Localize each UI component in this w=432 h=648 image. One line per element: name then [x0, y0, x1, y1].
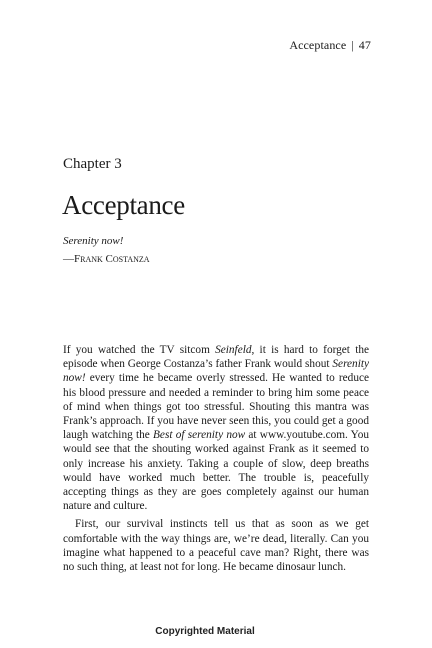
chapter-number: Chapter 3	[63, 156, 122, 172]
running-head-title: Acceptance	[289, 38, 347, 52]
running-head-separator: |	[351, 38, 354, 52]
italic-text: Seinfeld	[215, 344, 252, 356]
body-text	[63, 343, 369, 574]
epigraph-dash: —	[63, 253, 74, 265]
paragraph-text: at www.youtube.com. You would see that the shouting worked against Frank as it seemed to only increase his anxiety. Taking a couple of slow, deep breaths would have worked much better. The trouble is, peacefully accepting things as they are goes completely against our human nature and culture.	[63, 429, 370, 513]
running-head	[289, 38, 371, 53]
paragraph-text: First, our survival instincts tell us that as soon as we get comfortable with the way things are, we’re dead, literally. Can you imagine what happened to a peaceful cave man? Right, there was no such thing, at least not for long. He became dinosaur lunch.	[63, 518, 369, 574]
paragraph-text: every time he became overly stressed. He wanted to reduce his blood pressure and needed a reminder to bring him some peace of mind when things got too stressful. Shouting this mantra was Frank’s approach. If you have never seen this, you could get a good laugh watching the	[63, 372, 369, 442]
paragraph-text: , it is hard to forget the episode when George Costanza’s father Frank would shout	[63, 344, 369, 371]
epigraph-author: Frank Costanza	[74, 253, 150, 265]
page-number: 47	[358, 38, 371, 52]
italic-text: Serenity now!	[63, 358, 369, 385]
body-paragraph	[63, 517, 369, 574]
chapter-title: Acceptance	[62, 190, 185, 220]
paragraph-text: If you watched the TV sitcom	[63, 344, 216, 356]
body-paragraph	[63, 343, 369, 513]
copyright-footer: Copyrighted Material	[155, 626, 255, 637]
epigraph-quote: Serenity now!	[63, 235, 124, 247]
epigraph-attribution	[63, 253, 150, 265]
italic-text: Best of serenity now	[153, 429, 246, 442]
